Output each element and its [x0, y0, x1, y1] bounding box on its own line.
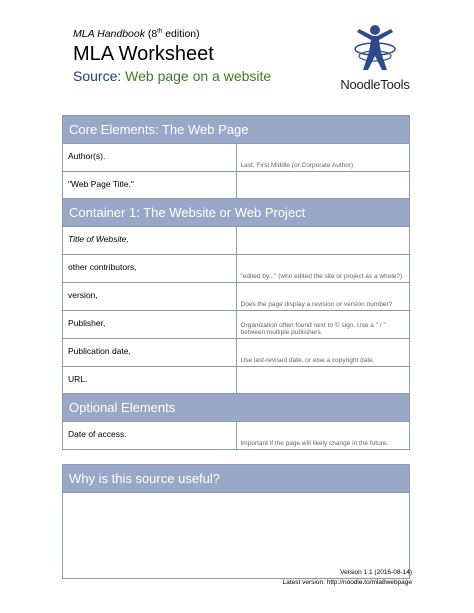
version-text: Version 1.1 (2016-08-14): [340, 569, 412, 576]
source-value: Web page on a website: [125, 68, 272, 84]
field-label: URL.: [63, 367, 237, 395]
field-label: "Web Page Title.": [63, 172, 237, 200]
field-hint[interactable]: Important if the page will likely change in the future.: [236, 422, 410, 450]
noodletools-logo: [335, 22, 415, 97]
footer: [283, 568, 412, 588]
field-label: Publisher,: [63, 311, 237, 339]
field-label: version,: [63, 283, 237, 311]
handbook-title: MLA Handbook: [73, 28, 145, 40]
section-header-row: [63, 116, 410, 144]
table-row: [63, 339, 410, 367]
field-hint[interactable]: Does the page display a revision or version number?: [236, 283, 410, 311]
table-row: [63, 255, 410, 283]
handbook-edition-close: edition): [162, 28, 200, 40]
field-label: Author(s).: [63, 144, 237, 172]
container-table: [62, 198, 410, 395]
latest-version-link[interactable]: Latest version: http://noodle.to/mla8webpage: [282, 579, 412, 586]
optional-elements-table: [62, 393, 410, 450]
table-row: [63, 144, 410, 172]
noodletools-figure-icon: [335, 22, 415, 77]
field-label: other contributors,: [63, 255, 237, 283]
field-hint[interactable]: Use last-revised date, or else a copyright date.: [236, 339, 410, 367]
field-hint[interactable]: "edited by..." (who edited the site or project as a whole?): [236, 255, 410, 283]
container-heading: Container 1: The Website or Web Project: [63, 199, 410, 227]
field-hint[interactable]: Organization often found next to © sign. Use a " / " between multiple publishers.: [236, 311, 410, 339]
core-elements-heading: Core Elements: The Web Page: [63, 116, 410, 144]
section-header-row: [63, 465, 410, 493]
logo-text: NoodleTools: [340, 77, 410, 92]
useful-notes-area[interactable]: [63, 493, 410, 579]
table-row: [63, 367, 410, 395]
edition-superscript: th: [157, 28, 163, 35]
core-elements-table: [62, 115, 410, 200]
section-header-row: [63, 394, 410, 422]
field-label: Title of Website,: [63, 227, 237, 255]
field-hint[interactable]: Last, First Middle (or Corporate Author): [236, 144, 410, 172]
worksheet-title: MLA Worksheet: [73, 43, 214, 65]
table-row: [63, 493, 410, 579]
table-row: [63, 422, 410, 450]
source-label: Source:: [73, 68, 122, 84]
field-hint[interactable]: [236, 367, 410, 395]
table-row: [63, 227, 410, 255]
source-line: [73, 68, 271, 84]
optional-elements-heading: Optional Elements: [63, 394, 410, 422]
table-row: [63, 311, 410, 339]
field-label: Date of access.: [63, 422, 237, 450]
field-hint[interactable]: [236, 172, 410, 200]
field-hint[interactable]: [236, 227, 410, 255]
table-row: [63, 283, 410, 311]
handbook-edition-open: (8: [145, 28, 158, 40]
section-header-row: [63, 199, 410, 227]
useful-heading: Why is this source useful?: [63, 465, 410, 493]
table-row: [63, 172, 410, 200]
useful-table: [62, 464, 410, 579]
field-label: Publication date,: [63, 339, 237, 367]
handbook-edition: [73, 28, 200, 40]
